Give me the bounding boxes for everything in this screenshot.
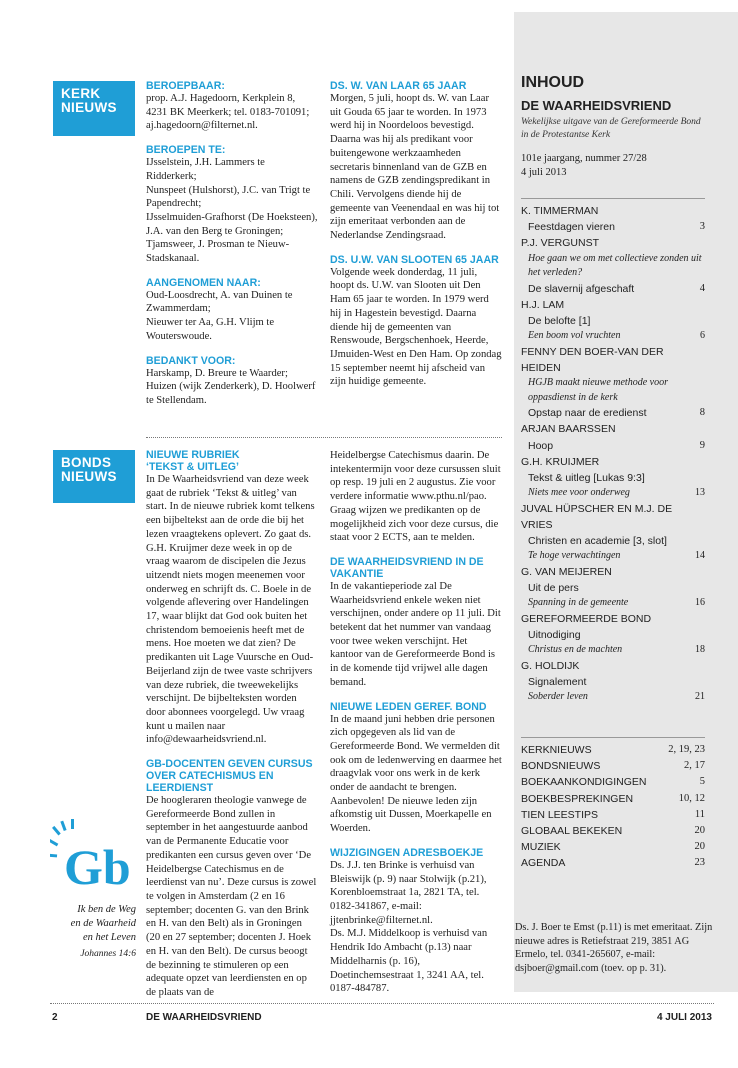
- index-row[interactable]: [521, 791, 705, 807]
- toc-subtitle: Een boom vol vruchten: [528, 330, 621, 342]
- article-heading: WIJZIGINGEN ADRESBOEKJE: [330, 846, 484, 859]
- toc-subtitle: Hoe gaan we om met collectieve zonden uit het verleden?: [528, 252, 702, 279]
- footer-divider: [50, 1003, 714, 1004]
- toc-page-number: 3: [699, 221, 705, 233]
- bondsnieuws-label: BONDS NIEUWS: [53, 450, 135, 503]
- article-heading: BEROEPBAAR:: [146, 80, 225, 92]
- tagline: Wekelijkse uitgave van de Gereformeerde Bond in de Protestantse Kerk: [521, 117, 701, 140]
- toc-author: G. VAN MEIJEREN: [521, 565, 612, 578]
- toc-entry[interactable]: [521, 674, 705, 690]
- toc-title: Tekst & uitleg [Lukas 9:3]: [528, 471, 645, 484]
- index-row[interactable]: [521, 758, 705, 774]
- article-heading: AANGENOMEN NAAR:: [146, 276, 261, 289]
- article-text: De hoogleraren theologie vanwege de Gereformeerde Bond zullen in september in het aangestuurde aanbod van de Permanente Educatie voor predikanten een cursus geven over ‘De Heidelbergse Catechismus en de leerdienst van nu’. Deze cursus is zowel te volgen in Amsterdam (2 en 16 september; docenten G. van den Brink en H. van den Belt) als in Groningen (20 en 27 september; docenten J. Hoek en H. van den Belt). De cursus beoogt de bezinning te stimuleren op een adequate opzet van leerdiensten en op de plaats van de: [146, 795, 317, 998]
- gb-logo: [50, 818, 130, 898]
- toc-title: Opstap naar de eredienst: [528, 407, 647, 420]
- toc-entry[interactable]: [521, 252, 705, 281]
- logo-text: Gb: [64, 839, 130, 895]
- toc-title: Uit de pers: [528, 581, 579, 594]
- bondsnieuws-column-2: [330, 449, 502, 996]
- article-heading: DE WAARHEIDSVRIEND IN DE VAKANTIE: [330, 555, 484, 580]
- magazine-name: DE WAARHEIDSVRIEND: [521, 98, 672, 113]
- toc-author: ARJAN BAARSSEN: [521, 423, 616, 436]
- index-row[interactable]: [521, 839, 705, 855]
- index-pages: 11: [694, 808, 705, 820]
- toc-subtitle: Niets mee voor onderweg: [528, 487, 630, 499]
- address-note: Ds. J. Boer te Emst (p.11) is met emeritaat. Zijn nieuwe adres is Retiefstraat 219, 3851 AG Ermelo, tel. 0341-265607, e-mail: dsjboer@gmail.com (toev. op p. 31).: [515, 922, 713, 974]
- article-text: Oud-Loosdrecht, A. van Duinen te Zwammerdam; Nieuwer ter Aa, G.H. Vlijm te Wouterswoude.: [146, 289, 293, 342]
- kerknieuws-label: KERK NIEUWS: [53, 81, 135, 136]
- article-text: Heidelbergse Catechismus daarin. De intekentermijn voor deze cursussen sluit op resp. 19 juli en 2 augustus. Zie voor verdere informatie www.pthu.nl/pao. Graag wijzen we predikanten op de mogelijkheid zich voor deze cursus, die staat voor 2 ECTS, aan te melden.: [330, 450, 501, 544]
- toc-title: Uitnodiging: [528, 628, 581, 641]
- toc-entry[interactable]: [521, 470, 705, 486]
- section-index: [521, 742, 705, 872]
- index-pages: 20: [694, 825, 705, 837]
- toc-page-number: 9: [699, 439, 705, 451]
- toc-page-number: 16: [695, 597, 705, 609]
- footer-page-number: 2: [52, 1012, 58, 1023]
- index-pages: 5: [699, 776, 705, 788]
- bible-quote: Ik ben de Weg en de Waarheid en het Leven Johannes 14:6: [40, 903, 136, 961]
- article-heading: BEDANKT VOOR:: [146, 354, 236, 367]
- index-separator: [521, 737, 705, 738]
- index-label: AGENDA: [521, 857, 566, 870]
- toc-entry[interactable]: [521, 486, 705, 501]
- toc-author: K. TIMMERMAN: [521, 205, 599, 217]
- toc-entry[interactable]: [521, 690, 705, 705]
- article-text: IJsselstein, J.H. Lammers te Ridderkerk; Nunspeet (Hulshorst), J.C. van Trigt te Papendrecht; IJsselmuiden-Grafhorst (De Hoeksteen), J.A. van den Berg te Groningen; Tjamsweer, J. Prosman te Nieuw-Stadskanaal.: [146, 157, 318, 265]
- index-row[interactable]: [521, 807, 705, 823]
- index-pages: 2, 19, 23: [668, 744, 705, 755]
- toc-title: De slavernij afgeschaft: [528, 282, 635, 295]
- toc-title: De belofte [1]: [528, 315, 591, 328]
- toc-author: GEREFORMEERDE BOND: [521, 612, 652, 625]
- article-text: In De Waarheidsvriend van deze week gaat de rubriek ‘Tekst & uitleg’ van start. In de nieuwe rubriek komt telkens een bijbeltekst aan de orde die bij het lezen vraagtekens oplevert. Zo gaat ds. G.H. Kruijmer deze week in op de vraag waarom de discipelen die Jezus uitzendt niets mogen meenemen voor onderweg en schrijft ds. C. Boele in de volgende aflevering over Handelingen 17, waar blijkt dat God ook buiten het christendom bemoeienis heeft met de mens. Hoe moeten we dat zien? De predikanten uit Lage Vuursche en Oud-Beijerland zijn de twee vaste schrijvers van deze rubriek, die tweewekelijks verschijnt. De bijbelteksten worden door abonnees voorgelegd. Uw vraag kunt u mailen naar info@dewaarheidsvriend.nl.: [146, 474, 315, 746]
- toc-subtitle: HGJB maakt nieuwe methode voor oppasdienst in de kerk: [528, 377, 668, 403]
- article-text: Morgen, 5 juli, hoopt ds. W. van Laar uit Gouda 65 jaar te worden. In 1973 werd hij in Noordeloos bevestigd. Daarna was hij als predikant voor buitengewone werkzaamheden secretaris binnenland van de GZB en namens de GZB zendingspredikant in Chili. Vervolgens diende hij de gemeente van Veenendaal en was hij tot zijn emeritaat verbonden aan de Nederlandse Zendingsraad.: [330, 93, 500, 242]
- kerknieuws-column-2: [330, 80, 502, 389]
- toc-subtitle: Spanning in de gemeente: [528, 597, 629, 609]
- toc-entry[interactable]: [521, 596, 705, 611]
- toc-page-number: 14: [695, 550, 705, 562]
- footer-date: 4 JULI 2013: [656, 1012, 712, 1023]
- article-heading: DS. U.W. VAN SLOOTEN 65 JAAR: [330, 253, 499, 266]
- toc-entry[interactable]: [521, 313, 705, 329]
- article-text: Harskamp, D. Breure te Waarder; Huizen (wijk Zenderkerk), D. Hoolwerf te Stellendam.: [146, 367, 316, 406]
- index-label: BONDSNIEUWS: [521, 760, 601, 773]
- bondsnieuws-column-1: [146, 449, 318, 1000]
- article-text: Ds. J.J. ten Brinke is verhuisd van Bleiswijk (p. 9) naar Stolwijk (p.21), Korenbloemstraat 1a, 2821 TA, tel. 0182-341867, e-mail: jjtenbrinke@filternet.nl. Ds. M.J. Middelkoop is verhuisd van Hendrik Ido Ambacht (p.13) naar Middelharnis (p. 16), Doetinchemsestraat 1, 3241 AA, tel. 0187-484787.: [330, 859, 488, 995]
- index-row[interactable]: [521, 855, 705, 871]
- index-pages: 23: [694, 857, 705, 869]
- toc-page-number: 6: [700, 330, 705, 342]
- kerknieuws-column-1: [146, 80, 318, 408]
- toc-author: G.H. KRUIJMER: [521, 455, 600, 468]
- toc-entry[interactable]: [521, 281, 705, 297]
- article-heading: NIEUWE RUBRIEK ‘TEKST & UITLEG’: [146, 449, 240, 473]
- inhoud-block: [521, 74, 706, 180]
- table-of-contents: [521, 203, 705, 704]
- issue-date: 4 juli 2013: [521, 167, 567, 178]
- toc-title: Christen en academie [3, slot]: [528, 535, 667, 548]
- index-pages: 2, 17: [684, 760, 705, 772]
- jaargang: 101e jaargang, nummer 27/28: [521, 153, 647, 164]
- index-label: MUZIEK: [521, 841, 561, 854]
- index-pages: 10, 12: [678, 792, 705, 804]
- toc-title: Signalement: [528, 675, 587, 688]
- article-text: In de maand juni hebben drie personen zich opgegeven als lid van de Gereformeerde Bond. We vermelden dit ook om de ledenwerving en daarmee het draagvlak voor ons werk in de kerk onder de aandacht te brengen. Aanbevolen! De nieuwe leden zijn afkomstig uit Dussen, Moerkapelle en Woerden.: [330, 713, 502, 835]
- inhoud-separator: [521, 198, 705, 199]
- toc-page-number: 8: [699, 407, 705, 419]
- toc-entry[interactable]: [521, 580, 705, 596]
- toc-author: P.J. VERGUNST: [521, 237, 599, 250]
- toc-page-number: 18: [695, 644, 705, 656]
- article-text: In de vakantieperiode zal De Waarheidsvriend enkele weken niet verschijnen, onder andere op 11 juli. Dit betekent dat het nummer van vandaag voor twee weken verschijnt. Het kantoor van de Gereformeerde Bond is in de komende tijd vrijwel alle dagen bemand.: [330, 580, 501, 688]
- toc-entry[interactable]: [521, 643, 705, 658]
- index-label: KERKNIEUWS: [521, 744, 592, 756]
- index-label: TIEN LEESTIPS: [521, 808, 599, 821]
- index-row[interactable]: [521, 742, 705, 758]
- index-label: BOEKBESPREKINGEN: [521, 792, 634, 805]
- toc-entry[interactable]: [521, 376, 705, 405]
- article-heading: NIEUWE LEDEN GEREF. BOND: [330, 700, 487, 713]
- toc-entry[interactable]: [521, 533, 705, 549]
- toc-entry[interactable]: [521, 438, 705, 454]
- toc-page-number: 13: [695, 487, 705, 499]
- toc-subtitle: Te hoge verwachtingen: [528, 550, 621, 562]
- toc-title: Feestdagen vieren: [528, 221, 615, 234]
- index-pages: 20: [694, 841, 705, 853]
- toc-subtitle: Soberder leven: [528, 690, 588, 702]
- toc-subtitle: Christus en de machten: [528, 644, 623, 656]
- toc-author: JUVAL HÜPSCHER EN M.J. DE VRIES: [521, 502, 673, 531]
- article-heading: GB-DOCENTEN GEVEN CURSUS OVER CATECHISMUS EN LEERDIENST: [146, 758, 313, 795]
- toc-title: Hoop: [528, 439, 554, 452]
- index-row[interactable]: [521, 823, 705, 839]
- toc-entry[interactable]: [521, 549, 705, 564]
- toc-entry[interactable]: [521, 219, 705, 235]
- toc-page-number: 21: [695, 690, 705, 702]
- article-text: Volgende week donderdag, 11 juli, hoopt ds. U.W. van Slooten uit Den Ham 65 jaar te worden. In 1979 werd hij in Hagestein bevestigd. Daarna diende hij de gemeenten van Renswoude, Bergschenhoek, Heerde, IJmuiden-West en Den Ham. Op zondag 15 september neemt hij afscheid van zijn huidige gemeente.: [330, 266, 502, 388]
- article-heading: DS. W. VAN LAAR 65 JAAR: [330, 80, 467, 92]
- index-row[interactable]: [521, 774, 705, 790]
- toc-entry[interactable]: [521, 627, 705, 643]
- article-heading: BEROEPEN TE:: [146, 144, 226, 157]
- toc-page-number: 4: [699, 282, 705, 294]
- inhoud-title: INHOUD: [521, 74, 585, 91]
- toc-entry[interactable]: [521, 329, 705, 344]
- index-label: GLOBAAL BEKEKEN: [521, 825, 623, 838]
- footer-magazine: DE WAARHEIDSVRIEND: [146, 1012, 262, 1023]
- toc-author: G. HOLDIJK: [521, 659, 580, 672]
- toc-author: H.J. LAM: [521, 298, 565, 311]
- section-divider: [146, 437, 502, 438]
- index-label: BOEKAANKONDIGINGEN: [521, 776, 647, 789]
- toc-entry[interactable]: [521, 405, 705, 421]
- quote-reference: Johannes 14:6: [80, 949, 136, 959]
- toc-author: FENNY DEN BOER-VAN DER HEIDEN: [521, 345, 664, 374]
- article-text: prop. A.J. Hagedoorn, Kerkplein 8, 4231 BK Meerkerk; tel. 0183-701091; aj.hagedoorn@filternet.nl.: [146, 93, 310, 132]
